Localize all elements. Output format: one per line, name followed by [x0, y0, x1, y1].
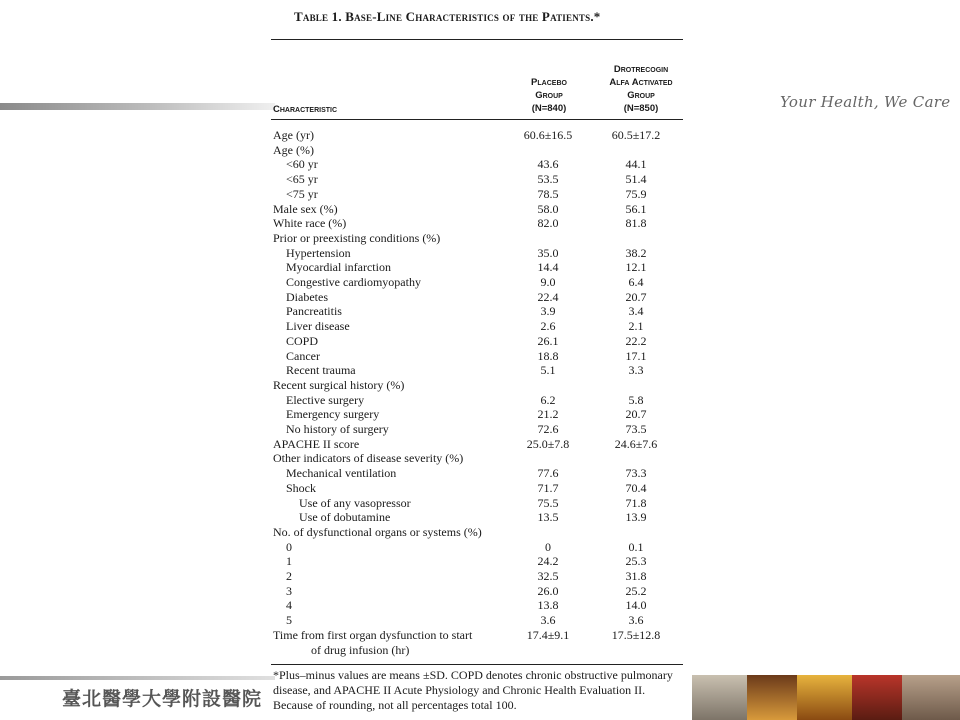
table-row [273, 246, 683, 261]
row-label: Hypertension [286, 245, 351, 260]
row-label: Emergency surgery [286, 407, 380, 422]
placebo-value: 75.5 [537, 495, 559, 510]
row-label: <60 yr [286, 157, 318, 172]
decorative-bar [0, 103, 275, 110]
row-label: Use of any vasopressor [299, 495, 411, 510]
row-label: Recent surgical history (%) [273, 377, 405, 392]
drotrecogin-value: 14.0 [625, 598, 647, 613]
row-label: 3 [286, 583, 292, 598]
placebo-value: 6.2 [540, 392, 556, 407]
row-label: No history of surgery [286, 422, 389, 436]
table-row [273, 466, 683, 481]
drotrecogin-value: 71.8 [625, 495, 647, 510]
drotrecogin-value: 0.1 [628, 539, 644, 554]
table-row [273, 260, 683, 275]
drotrecogin-value: 20.7 [625, 289, 647, 304]
table-row [273, 422, 683, 437]
placebo-value: 71.7 [537, 480, 559, 495]
table-row [273, 407, 683, 422]
table-row [273, 643, 683, 658]
placebo-value: 18.8 [537, 348, 559, 363]
drotrecogin-value: 60.5±17.2 [611, 128, 661, 142]
table-row [273, 231, 683, 246]
drotrecogin-value: 20.7 [625, 407, 647, 422]
drotrecogin-value: 25.2 [625, 583, 647, 598]
row-label: Liver disease [286, 319, 350, 334]
slogan: Your Health, We Care [780, 93, 951, 111]
row-label: Male sex (%) [273, 201, 338, 216]
table-row [273, 628, 683, 643]
row-label: <65 yr [286, 172, 318, 187]
header-drotrecogin: Drotrecogin Alfa Activated Group (N=850) [609, 64, 673, 114]
table-row [273, 437, 683, 452]
drotrecogin-value: 81.8 [625, 216, 647, 231]
table-row [273, 481, 683, 496]
table-row [273, 393, 683, 408]
row-label: Myocardial infarction [286, 260, 391, 275]
table-row [273, 304, 683, 319]
table-row [273, 128, 683, 143]
placebo-value: 21.2 [537, 407, 559, 422]
placebo-value: 13.8 [537, 598, 559, 613]
drotrecogin-value: 17.1 [625, 348, 647, 363]
row-label: COPD [286, 333, 319, 348]
table-row [273, 569, 683, 584]
drotrecogin-value: 38.2 [625, 245, 647, 260]
placebo-value: 0 [545, 539, 551, 554]
drotrecogin-value: 13.9 [625, 510, 647, 525]
placebo-value: 22.4 [537, 289, 559, 304]
placebo-value: 53.5 [537, 172, 559, 187]
row-label: of drug infusion (hr) [311, 642, 410, 657]
header-placebo: Placebo Group (N=840) [531, 77, 567, 114]
placebo-value: 5.1 [540, 363, 556, 378]
table-row [273, 319, 683, 334]
placebo-value: 26.0 [537, 583, 559, 598]
table-row [273, 216, 683, 231]
placebo-value: 32.5 [537, 569, 559, 583]
table-row [273, 554, 683, 569]
row-label: Age (%) [273, 142, 314, 157]
row-label: Congestive cardiomyopathy [286, 275, 421, 289]
row-label: Time from first organ dysfunction to start [273, 627, 473, 642]
table-row [273, 157, 683, 172]
table-document [271, 0, 683, 720]
drotrecogin-value: 73.5 [625, 422, 647, 436]
placebo-value: 24.2 [537, 554, 559, 569]
row-label: Mechanical ventilation [286, 466, 397, 481]
drotrecogin-value: 25.3 [625, 554, 647, 569]
table-row [273, 378, 683, 393]
table-row [273, 584, 683, 599]
placebo-value: 72.6 [537, 422, 559, 436]
table-row [273, 172, 683, 187]
placebo-value: 13.5 [537, 510, 559, 525]
placebo-value: 35.0 [537, 245, 559, 260]
row-label: Cancer [286, 348, 320, 363]
table-row [273, 143, 683, 158]
placebo-value: 82.0 [537, 216, 559, 231]
drotrecogin-value: 24.6±7.6 [614, 436, 658, 451]
row-label: Elective surgery [286, 392, 365, 407]
row-label: 0 [286, 539, 292, 554]
row-label: 4 [286, 598, 292, 613]
table-row [273, 334, 683, 349]
row-label: White race (%) [273, 216, 347, 231]
drotrecogin-value: 3.3 [628, 363, 644, 378]
table-row [273, 349, 683, 364]
hospital-photo [692, 675, 960, 720]
title-rule [271, 39, 683, 40]
drotrecogin-value: 51.4 [625, 172, 647, 187]
row-label: 1 [286, 554, 292, 569]
drotrecogin-value: 3.4 [628, 304, 644, 319]
header-characteristic: Characteristic [273, 104, 338, 115]
footnote-rule [271, 664, 683, 665]
drotrecogin-value: 22.2 [625, 333, 647, 348]
row-label: <75 yr [286, 186, 318, 201]
drotrecogin-value: 70.4 [625, 480, 647, 495]
placebo-value: 60.6±16.5 [523, 128, 573, 142]
placebo-value: 9.0 [540, 275, 556, 289]
row-label: Use of dobutamine [299, 510, 391, 525]
drotrecogin-value: 31.8 [625, 569, 647, 583]
placebo-value: 58.0 [537, 201, 559, 216]
table-row [273, 275, 683, 290]
drotrecogin-value: 44.1 [625, 157, 647, 172]
placebo-value: 14.4 [537, 260, 559, 275]
table-row [273, 496, 683, 511]
decorative-bar-bottom [0, 676, 275, 680]
drotrecogin-value: 73.3 [625, 466, 647, 481]
footnote: *Plus–minus values are means ±SD. COPD denotes chronic obstructive pulmonary disease, and APACHE II Acute Physiology and Chronic Health Evaluation II. Because of rounding, not all percentages total 100. [273, 668, 673, 712]
row-label: Other indicators of disease severity (%) [273, 451, 464, 466]
row-label: No. of dysfunctional organs or systems (%) [273, 524, 482, 539]
row-label: 2 [286, 569, 292, 583]
table-row [273, 451, 683, 466]
drotrecogin-value: 3.6 [628, 613, 644, 628]
row-label: Recent trauma [286, 363, 356, 378]
drotrecogin-value: 17.5±12.8 [611, 627, 661, 642]
hospital-name: 臺北醫學大學附設醫院 [62, 688, 263, 710]
row-label: 5 [286, 613, 292, 628]
table-row [273, 525, 683, 540]
table-row [273, 510, 683, 525]
row-label: APACHE II score [273, 436, 360, 451]
placebo-value: 77.6 [537, 466, 559, 481]
table-row [273, 613, 683, 628]
placebo-value: 25.0±7.8 [526, 436, 570, 451]
drotrecogin-value: 12.1 [625, 260, 647, 275]
table-row [273, 598, 683, 613]
placebo-value: 26.1 [537, 333, 559, 348]
row-label: Pancreatitis [286, 304, 342, 319]
placebo-value: 3.6 [540, 613, 556, 628]
placebo-value: 17.4±9.1 [526, 627, 570, 642]
table-row [273, 290, 683, 305]
table-title: Table 1. Base-Line Characteristics of the Patients.* [294, 9, 601, 24]
drotrecogin-value: 6.4 [628, 275, 644, 289]
row-label: Age (yr) [273, 128, 314, 142]
drotrecogin-value: 56.1 [625, 201, 647, 216]
table-row [273, 187, 683, 202]
placebo-value: 78.5 [537, 186, 559, 201]
table-row [273, 540, 683, 555]
row-label: Prior or preexisting conditions (%) [273, 230, 441, 245]
placebo-value: 3.9 [540, 304, 556, 319]
drotrecogin-value: 2.1 [628, 319, 644, 334]
placebo-value: 43.6 [537, 157, 559, 172]
row-label: Shock [286, 480, 316, 495]
placebo-value: 2.6 [540, 319, 556, 334]
drotrecogin-value: 5.8 [628, 392, 644, 407]
drotrecogin-value: 75.9 [625, 186, 647, 201]
header-rule [271, 119, 683, 120]
row-label: Diabetes [286, 289, 328, 304]
table-row [273, 363, 683, 378]
table-row [273, 202, 683, 217]
